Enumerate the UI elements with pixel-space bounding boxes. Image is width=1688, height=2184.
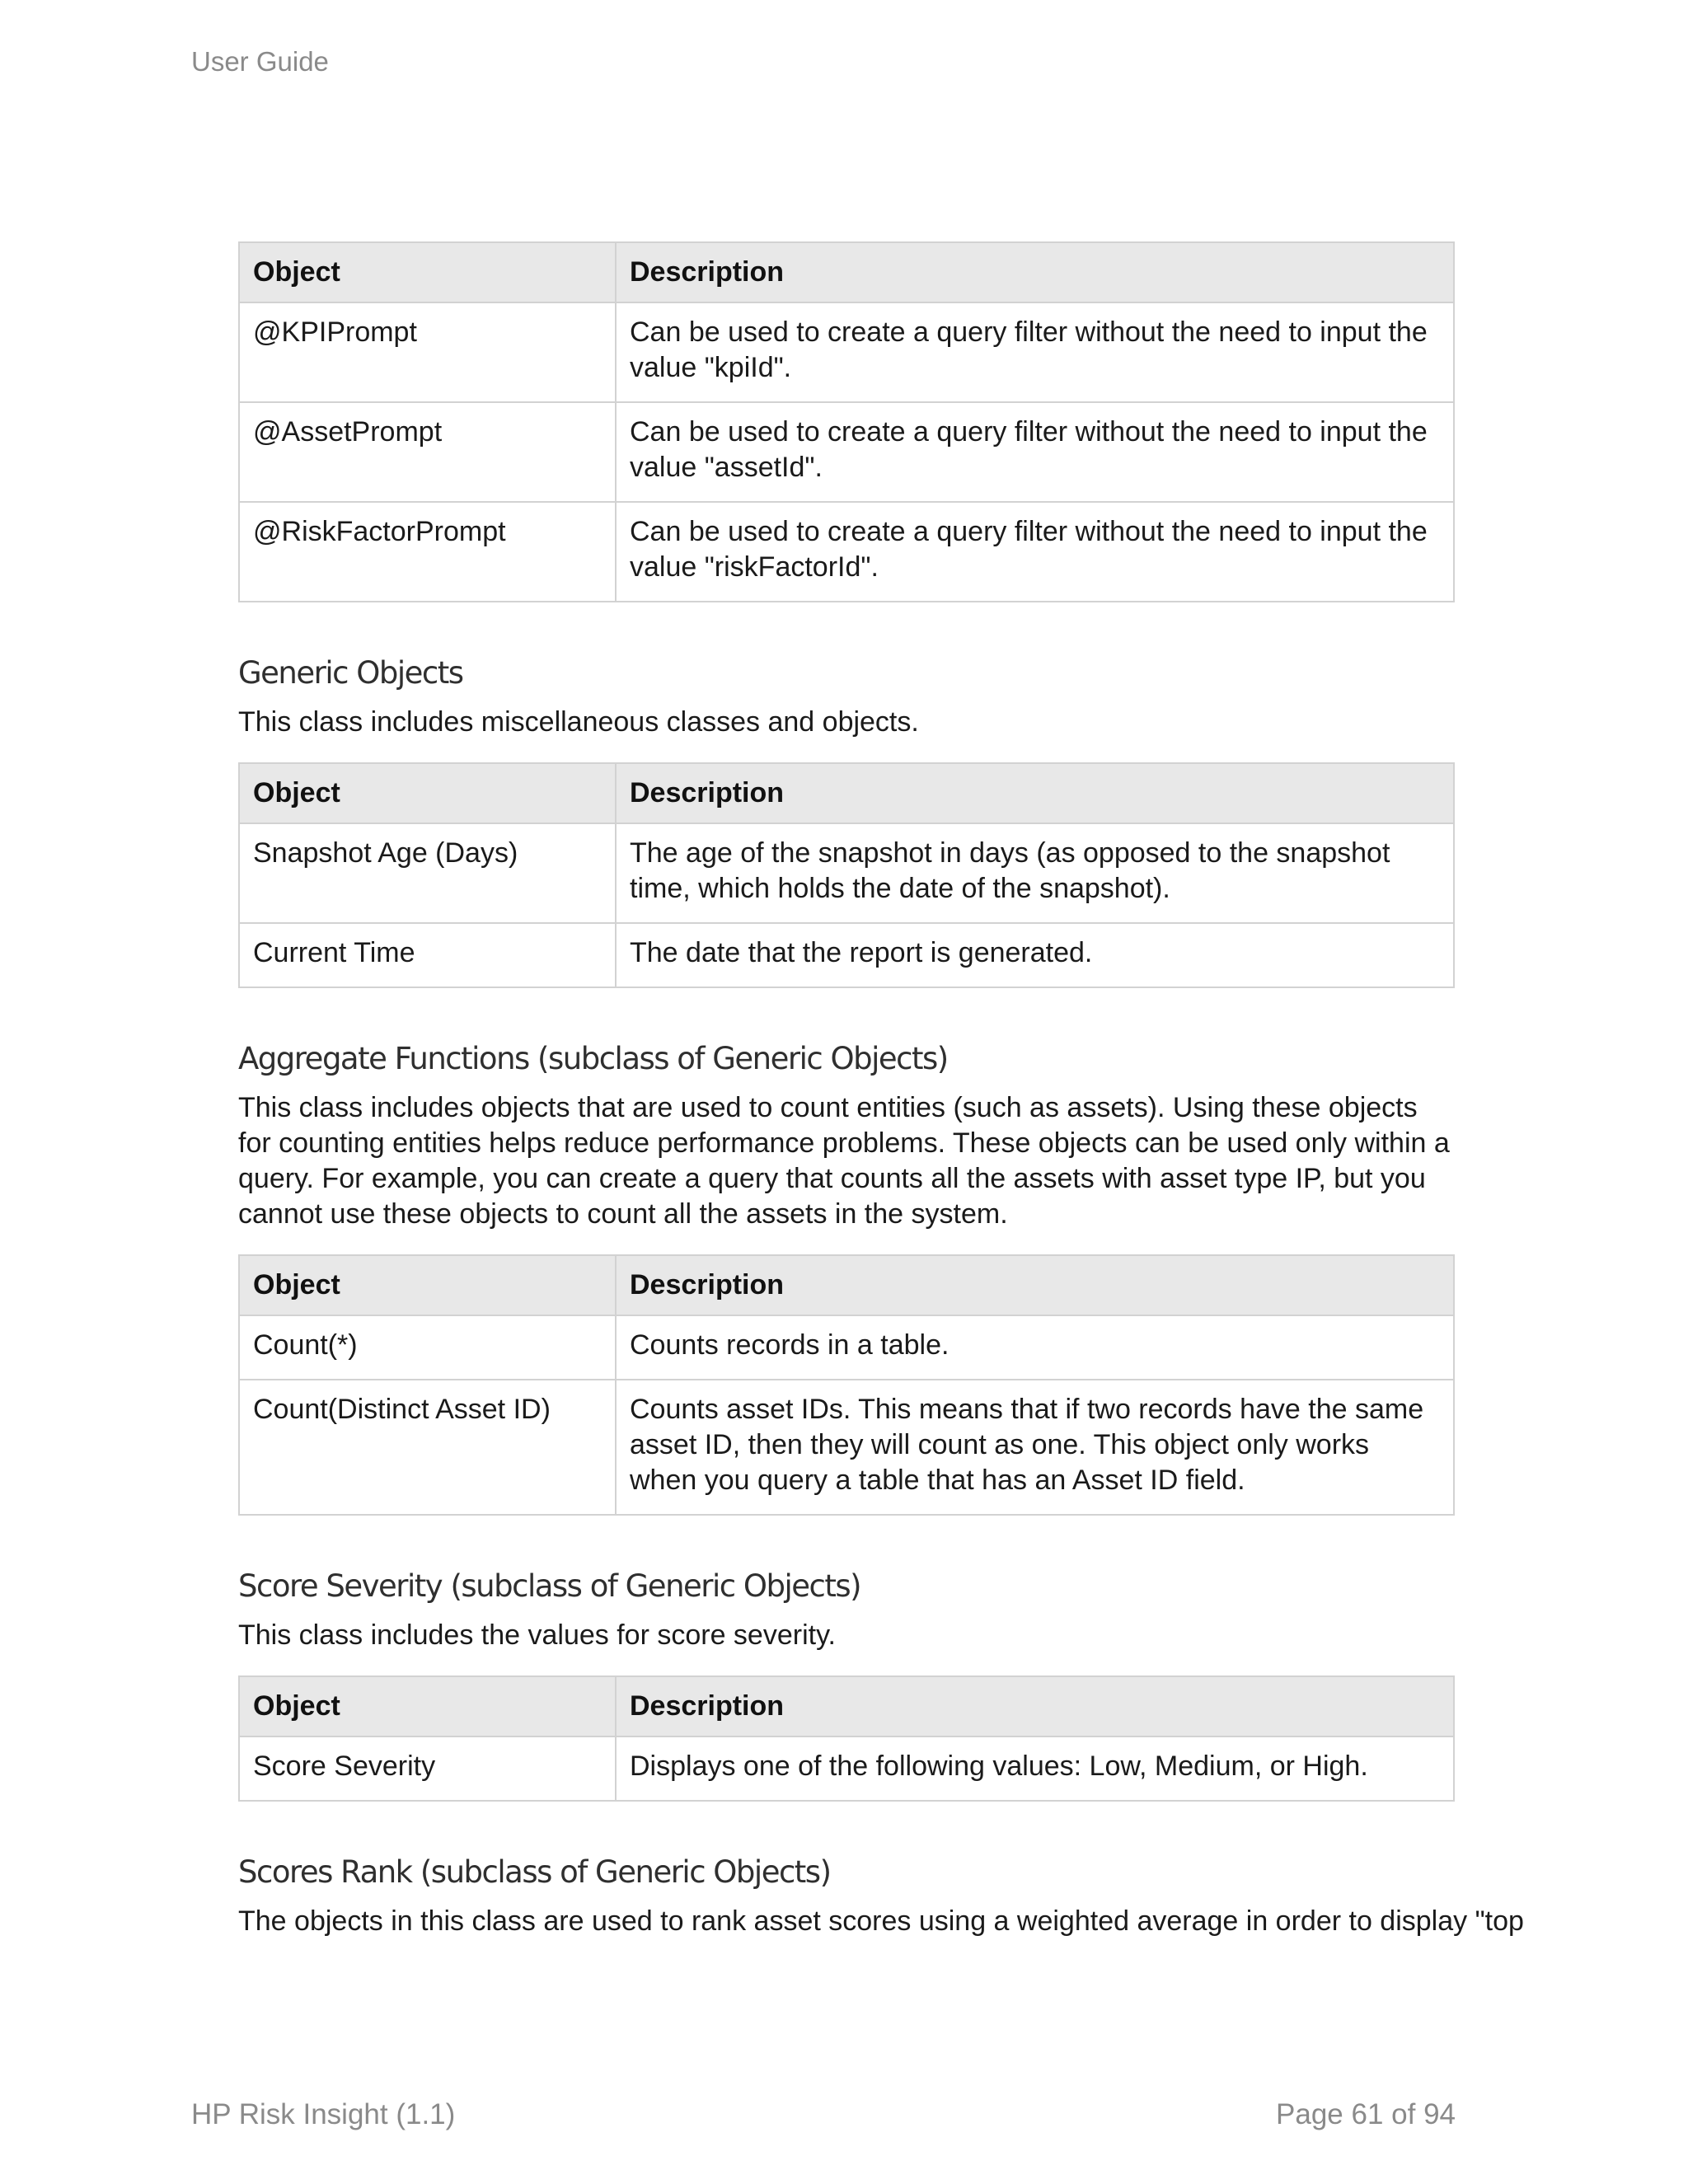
description-cell: Can be used to create a query filter without the need to input the value "riskFactorId". bbox=[616, 502, 1454, 602]
running-header: User Guide bbox=[191, 46, 329, 77]
section-intro-generic-objects: This class includes miscellaneous classes and objects. bbox=[238, 706, 919, 738]
description-cell: Can be used to create a query filter without the need to input the value "assetId". bbox=[616, 402, 1454, 502]
object-cell: Score Severity bbox=[239, 1736, 616, 1801]
section-intro-score-severity: This class includes the values for score severity. bbox=[238, 1619, 836, 1651]
table-row bbox=[239, 402, 1454, 502]
table-header-row bbox=[239, 242, 1454, 302]
description-cell: The age of the snapshot in days (as opposed to the snapshot time, which holds the date of the snapshot). bbox=[616, 823, 1454, 923]
object-cell: @AssetPrompt bbox=[239, 402, 616, 502]
object-cell: Count(*) bbox=[239, 1315, 616, 1380]
table-row bbox=[239, 823, 1454, 923]
section-heading-generic-objects: Generic Objects bbox=[238, 655, 463, 691]
object-cell: @RiskFactorPrompt bbox=[239, 502, 616, 602]
description-cell: Counts asset IDs. This means that if two records have the same asset ID, then they will count as one. This object only works when you query a table that has an Asset ID field. bbox=[616, 1380, 1454, 1515]
section-heading-aggregate-functions: Aggregate Functions (subclass of Generic Objects) bbox=[238, 1041, 948, 1076]
page-content bbox=[238, 241, 1524, 1961]
aggregate-functions-table bbox=[238, 1254, 1455, 1516]
section-intro-scores-rank: The objects in this class are used to rank asset scores using a weighted average in order to display "top bbox=[238, 1905, 1524, 1937]
section-intro-aggregate-functions: This class includes objects that are used to count entities (such as assets). Using these objects for counting entities helps reduce performance problems. These objects can be used only within a query. For example, you can create a query that counts all the assets with asset type IP, but you cannot use these objects to count all the assets in the system. bbox=[238, 1092, 1450, 1230]
column-header-object: Object bbox=[239, 242, 616, 302]
table-row bbox=[239, 1315, 1454, 1380]
table-header-row bbox=[239, 763, 1454, 823]
description-cell: The date that the report is generated. bbox=[616, 923, 1454, 987]
generic-objects-table bbox=[238, 762, 1455, 988]
section-heading-score-severity: Score Severity (subclass of Generic Objects) bbox=[238, 1568, 861, 1604]
table-row bbox=[239, 1736, 1454, 1801]
table-header-row bbox=[239, 1255, 1454, 1315]
table-row bbox=[239, 302, 1454, 402]
description-cell: Displays one of the following values: Low, Medium, or High. bbox=[616, 1736, 1454, 1801]
table-row bbox=[239, 923, 1454, 987]
object-cell: @KPIPrompt bbox=[239, 302, 616, 402]
table-row bbox=[239, 1380, 1454, 1515]
footer-product-name: HP Risk Insight (1.1) bbox=[191, 2098, 456, 2130]
footer-page-number: Page 61 of 94 bbox=[1276, 2098, 1456, 2130]
description-cell: Can be used to create a query filter without the need to input the value "kpiId". bbox=[616, 302, 1454, 402]
score-severity-table bbox=[238, 1675, 1455, 1802]
column-header-description: Description bbox=[616, 1676, 1454, 1736]
table-row bbox=[239, 502, 1454, 602]
column-header-description: Description bbox=[616, 763, 1454, 823]
object-cell: Snapshot Age (Days) bbox=[239, 823, 616, 923]
column-header-description: Description bbox=[616, 1255, 1454, 1315]
column-header-object: Object bbox=[239, 1676, 616, 1736]
column-header-object: Object bbox=[239, 763, 616, 823]
column-header-object: Object bbox=[239, 1255, 616, 1315]
description-cell: Counts records in a table. bbox=[616, 1315, 1454, 1380]
prompts-table bbox=[238, 241, 1455, 602]
object-cell: Count(Distinct Asset ID) bbox=[239, 1380, 616, 1515]
table-header-row bbox=[239, 1676, 1454, 1736]
column-header-description: Description bbox=[616, 242, 1454, 302]
section-heading-scores-rank: Scores Rank (subclass of Generic Objects) bbox=[238, 1854, 831, 1890]
object-cell: Current Time bbox=[239, 923, 616, 987]
